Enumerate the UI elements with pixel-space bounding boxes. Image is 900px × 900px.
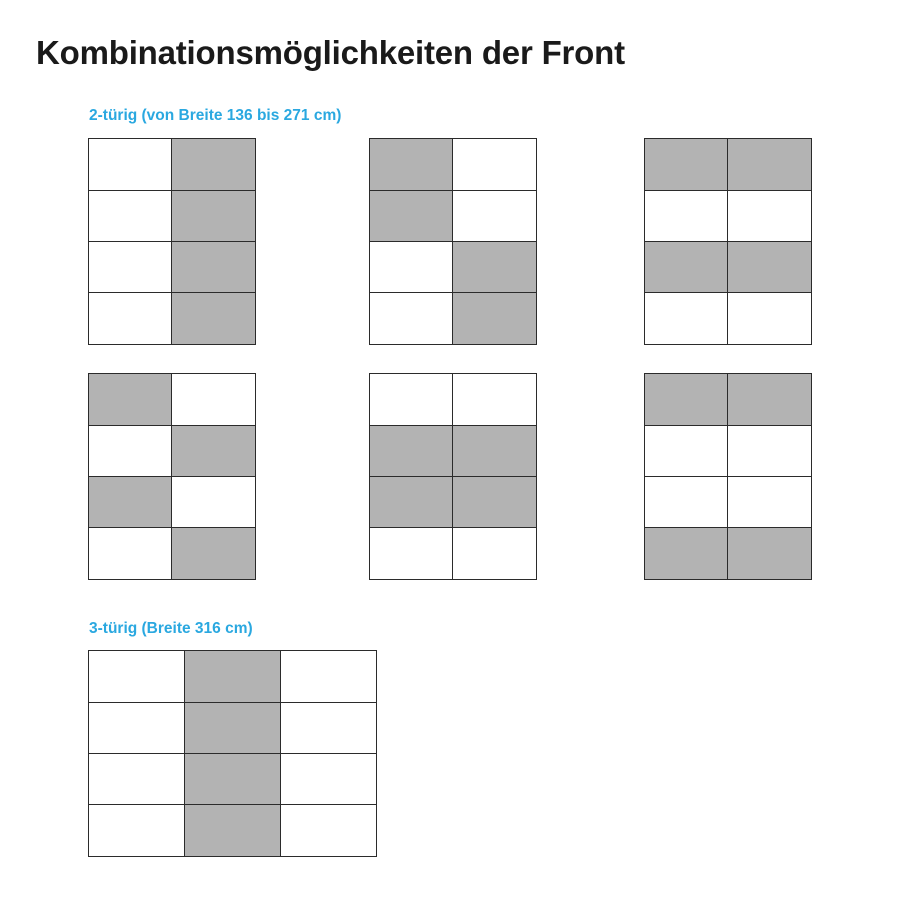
front-panel — [644, 138, 728, 191]
front-panel — [280, 804, 377, 857]
front-panel — [184, 702, 281, 755]
front-panel — [88, 804, 185, 857]
front-panel — [644, 241, 728, 294]
front-panel — [369, 292, 453, 345]
front-panel — [88, 527, 172, 580]
front-panel — [88, 190, 172, 243]
front-panel — [171, 241, 255, 294]
front-combination-diagram-1 — [89, 139, 255, 344]
front-panel — [171, 292, 255, 345]
front-panel — [644, 527, 728, 580]
front-panel — [280, 753, 377, 806]
front-panel — [452, 373, 536, 426]
front-panel — [171, 425, 255, 478]
front-panel — [171, 527, 255, 580]
front-panel — [369, 373, 453, 426]
front-panel — [644, 373, 728, 426]
front-panel — [171, 138, 255, 191]
front-panel — [452, 527, 536, 580]
front-panel — [644, 292, 728, 345]
front-panel — [727, 190, 811, 243]
front-panel — [369, 190, 453, 243]
front-panel — [171, 373, 255, 426]
front-panel — [452, 190, 536, 243]
front-panel — [727, 373, 811, 426]
front-combination-diagram-5 — [370, 374, 536, 579]
front-panel — [452, 241, 536, 294]
front-combination-diagram-4 — [89, 374, 255, 579]
front-panel — [369, 138, 453, 191]
front-panel — [369, 527, 453, 580]
front-panel — [88, 138, 172, 191]
front-combination-diagram-3 — [645, 139, 811, 344]
front-panel — [88, 650, 185, 703]
front-combination-diagram-2 — [370, 139, 536, 344]
front-panel — [452, 476, 536, 529]
front-panel — [369, 425, 453, 478]
front-panel — [452, 425, 536, 478]
page-title: Kombinationsmöglichkeiten der Front — [36, 34, 625, 71]
front-combination-diagram-6 — [645, 374, 811, 579]
front-panel — [171, 190, 255, 243]
front-panel — [280, 650, 377, 703]
front-panel — [280, 702, 377, 755]
front-panel — [644, 476, 728, 529]
front-panel — [88, 241, 172, 294]
front-panel — [727, 425, 811, 478]
front-panel — [727, 476, 811, 529]
front-panel — [452, 292, 536, 345]
front-combination-diagram-7 — [89, 651, 376, 856]
front-panel — [88, 476, 172, 529]
front-panel — [369, 476, 453, 529]
front-panel — [184, 753, 281, 806]
front-panel — [88, 373, 172, 426]
front-panel — [184, 804, 281, 857]
front-panel — [727, 527, 811, 580]
front-panel — [369, 241, 453, 294]
front-panel — [88, 753, 185, 806]
front-panel — [88, 425, 172, 478]
front-panel — [727, 138, 811, 191]
front-panel — [727, 292, 811, 345]
front-panel — [184, 650, 281, 703]
front-panel — [727, 241, 811, 294]
front-panel — [171, 476, 255, 529]
front-panel — [88, 292, 172, 345]
front-panel — [452, 138, 536, 191]
front-panel — [644, 425, 728, 478]
front-panel — [88, 702, 185, 755]
section-label-two-door: 2-türig (von Breite 136 bis 271 cm) — [89, 107, 342, 124]
section-label-three-door: 3-türig (Breite 316 cm) — [89, 620, 253, 637]
front-panel — [644, 190, 728, 243]
